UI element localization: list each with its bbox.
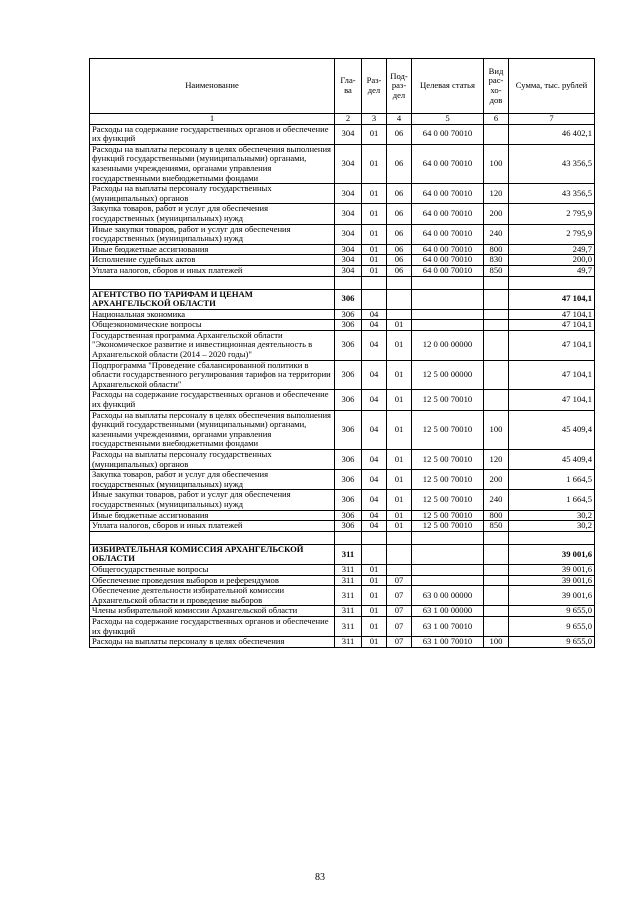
name-cell: Государственная программа Архангельской области "Экономическое развитие и инвестиционная деятельность в Архангельской области (2014 – 2020 годы)" [90,330,335,360]
section-cell: 04 [362,360,387,390]
section-cell: 04 [362,309,387,320]
target-article-cell [412,575,484,586]
table-row [90,510,595,521]
column-number: 2 [335,114,362,125]
expense-type-cell [484,564,509,575]
name-cell: Расходы на содержание государственных органов и обеспечение их функций [90,390,335,410]
name-cell: АГЕНТСТВО ПО ТАРИФАМ И ЦЕНАМ АРХАНГЕЛЬСКОЙ ОБЛАСТИ [90,289,335,309]
subsection-cell: 07 [387,616,412,636]
section-cell: 01 [362,575,387,586]
target-article-cell: 12 5 00 70010 [412,490,484,510]
target-article-cell [412,544,484,564]
chapter-cell: 306 [335,490,362,510]
chapter-cell: 311 [335,586,362,606]
chapter-cell: 304 [335,204,362,224]
expense-type-cell: 200 [484,470,509,490]
budget-table [89,58,595,648]
target-article-cell: 63 0 00 00000 [412,586,484,606]
section-cell: 01 [362,586,387,606]
target-article-cell: 12 5 00 70010 [412,470,484,490]
chapter-cell: 304 [335,124,362,144]
empty-cell [387,276,412,289]
sum-cell: 2 795,9 [509,204,595,224]
empty-cell [509,276,595,289]
target-article-cell [412,320,484,331]
sum-cell: 43 356,5 [509,144,595,183]
empty-cell [335,276,362,289]
section-cell: 01 [362,606,387,617]
expense-type-cell: 120 [484,450,509,470]
department-row [90,544,595,564]
header-chapter: Гла-ва [335,59,362,114]
subsection-cell [387,289,412,309]
chapter-cell: 311 [335,544,362,564]
table-row [90,586,595,606]
sum-cell: 43 356,5 [509,184,595,204]
sum-cell: 46 402,1 [509,124,595,144]
subsection-cell: 06 [387,244,412,255]
name-cell: Национальная экономика [90,309,335,320]
column-number: 6 [484,114,509,125]
empty-cell [412,276,484,289]
subsection-cell: 01 [387,470,412,490]
empty-cell [484,531,509,544]
expense-type-cell [484,586,509,606]
section-cell: 04 [362,521,387,532]
table-row [90,410,595,449]
subsection-cell: 06 [387,224,412,244]
table-row [90,637,595,648]
sum-cell: 200,0 [509,255,595,266]
empty-cell [335,531,362,544]
section-cell: 04 [362,490,387,510]
sum-cell: 39 001,6 [509,586,595,606]
expense-type-cell: 200 [484,204,509,224]
table-row [90,490,595,510]
expense-type-cell: 800 [484,244,509,255]
subsection-cell: 01 [387,390,412,410]
table-row [90,320,595,331]
name-cell: Расходы на выплаты персоналу государственных (муниципальных) органов [90,184,335,204]
table-body [90,124,595,647]
chapter-cell: 311 [335,606,362,617]
empty-cell [362,276,387,289]
name-cell: Иные закупки товаров, работ и услуг для обеспечения государственных (муниципальных) нужд [90,224,335,244]
subsection-cell: 01 [387,490,412,510]
sum-cell: 30,2 [509,510,595,521]
target-article-cell: 12 0 00 00000 [412,330,484,360]
empty-cell [484,276,509,289]
table-row [90,470,595,490]
expense-type-cell: 850 [484,265,509,276]
section-cell: 01 [362,564,387,575]
expense-type-cell [484,360,509,390]
expense-type-cell [484,320,509,331]
sum-cell: 47 104,1 [509,320,595,331]
section-cell: 04 [362,510,387,521]
table-row [90,184,595,204]
column-number: 3 [362,114,387,125]
subsection-cell: 06 [387,124,412,144]
target-article-cell: 64 0 00 70010 [412,224,484,244]
chapter-cell: 306 [335,289,362,309]
name-cell: Расходы на содержание государственных органов и обеспечение их функций [90,124,335,144]
subsection-cell: 06 [387,265,412,276]
name-cell: Иные бюджетные ассигнования [90,244,335,255]
target-article-cell: 64 0 00 70010 [412,244,484,255]
subsection-cell: 06 [387,184,412,204]
sum-cell: 47 104,1 [509,360,595,390]
section-cell: 04 [362,330,387,360]
target-article-cell: 64 0 00 70010 [412,144,484,183]
section-cell: 01 [362,637,387,648]
name-cell: Расходы на выплаты персоналу в целях обеспечения [90,637,335,648]
section-cell: 01 [362,184,387,204]
header-subsection: Под-раз-дел [387,59,412,114]
subsection-cell: 01 [387,450,412,470]
section-cell: 04 [362,410,387,449]
chapter-cell: 306 [335,510,362,521]
target-article-cell: 12 5 00 70010 [412,390,484,410]
subsection-cell: 01 [387,521,412,532]
department-row [90,289,595,309]
spacer-row [90,276,595,289]
name-cell: Обеспечение деятельности избирательной комиссии Архангельской области и проведение выборов [90,586,335,606]
expense-type-cell: 240 [484,490,509,510]
table-row [90,390,595,410]
empty-cell [362,531,387,544]
target-article-cell [412,289,484,309]
name-cell: Обеспечение проведения выборов и референдумов [90,575,335,586]
chapter-cell: 311 [335,616,362,636]
header-section: Раз-дел [362,59,387,114]
sum-cell: 45 409,4 [509,450,595,470]
chapter-cell: 304 [335,244,362,255]
chapter-cell: 306 [335,360,362,390]
subsection-cell: 06 [387,204,412,224]
header-name: Наименование [90,59,335,114]
sum-cell: 39 001,6 [509,575,595,586]
sum-cell: 9 655,0 [509,616,595,636]
empty-cell [412,531,484,544]
header-expense-type: Вид рас-хо-дов [484,59,509,114]
chapter-cell: 311 [335,637,362,648]
section-cell: 01 [362,204,387,224]
chapter-cell: 304 [335,224,362,244]
page-number: 83 [315,872,325,883]
table-row [90,450,595,470]
empty-cell [509,531,595,544]
section-cell [362,289,387,309]
name-cell: ИЗБИРАТЕЛЬНАЯ КОМИССИЯ АРХАНГЕЛЬСКОЙ ОБЛАСТИ [90,544,335,564]
sum-cell: 47 104,1 [509,309,595,320]
expense-type-cell: 240 [484,224,509,244]
table-row [90,204,595,224]
section-cell: 01 [362,144,387,183]
subsection-cell [387,309,412,320]
expense-type-cell: 100 [484,144,509,183]
table-row [90,124,595,144]
sum-cell: 249,7 [509,244,595,255]
column-number: 5 [412,114,484,125]
table-row [90,606,595,617]
chapter-cell: 306 [335,450,362,470]
table-row [90,360,595,390]
subsection-cell: 01 [387,330,412,360]
header-sum: Сумма, тыс. рублей [509,59,595,114]
header-target-article: Целевая статья [412,59,484,114]
table-row [90,224,595,244]
target-article-cell: 63 1 00 70010 [412,637,484,648]
section-cell: 01 [362,616,387,636]
sum-cell: 39 001,6 [509,544,595,564]
name-cell: Расходы на выплаты персоналу в целях обеспечения выполнения функций государственными (муниципальными) органами, казенными учреждениями, органами управления государственными внебюджетными фондами [90,410,335,449]
subsection-cell: 01 [387,410,412,449]
expense-type-cell: 800 [484,510,509,521]
spacer-row [90,531,595,544]
section-cell: 04 [362,470,387,490]
name-cell: Уплата налогов, сборов и иных платежей [90,521,335,532]
column-number-row [90,114,595,125]
expense-type-cell [484,575,509,586]
name-cell: Подпрограмма "Проведение сбалансированной политики в области государственного регулирования тарифов на территории Архангельской области" [90,360,335,390]
target-article-cell: 12 5 00 00000 [412,360,484,390]
chapter-cell: 306 [335,470,362,490]
name-cell: Общеэкономические вопросы [90,320,335,331]
subsection-cell [387,564,412,575]
chapter-cell: 304 [335,255,362,266]
expense-type-cell [484,330,509,360]
sum-cell: 2 795,9 [509,224,595,244]
chapter-cell: 304 [335,184,362,204]
subsection-cell: 07 [387,637,412,648]
sum-cell: 47 104,1 [509,289,595,309]
target-article-cell [412,564,484,575]
name-cell: Исполнение судебных актов [90,255,335,266]
name-cell: Закупка товаров, работ и услуг для обеспечения государственных (муниципальных) нужд [90,470,335,490]
expense-type-cell [484,606,509,617]
expense-type-cell: 120 [484,184,509,204]
sum-cell: 45 409,4 [509,410,595,449]
target-article-cell: 63 1 00 00000 [412,606,484,617]
name-cell: Иные бюджетные ассигнования [90,510,335,521]
name-cell: Закупка товаров, работ и услуг для обеспечения государственных (муниципальных) нужд [90,204,335,224]
sum-cell: 9 655,0 [509,637,595,648]
target-article-cell: 64 0 00 70010 [412,265,484,276]
table-row [90,521,595,532]
sum-cell: 47 104,1 [509,330,595,360]
target-article-cell: 12 5 00 70010 [412,510,484,521]
name-cell: Члены избирательной комиссии Архангельской области [90,606,335,617]
empty-cell [90,276,335,289]
chapter-cell: 306 [335,330,362,360]
subsection-cell: 07 [387,586,412,606]
empty-cell [387,531,412,544]
expense-type-cell [484,289,509,309]
target-article-cell: 64 0 00 70010 [412,184,484,204]
chapter-cell: 311 [335,564,362,575]
subsection-cell: 06 [387,144,412,183]
table-row [90,265,595,276]
section-cell: 01 [362,224,387,244]
expense-type-cell: 850 [484,521,509,532]
name-cell: Уплата налогов, сборов и иных платежей [90,265,335,276]
sum-cell: 1 664,5 [509,490,595,510]
table-row [90,309,595,320]
chapter-cell: 311 [335,575,362,586]
section-cell: 01 [362,244,387,255]
expense-type-cell: 100 [484,637,509,648]
expense-type-cell: 830 [484,255,509,266]
table-row [90,616,595,636]
name-cell: Общегосударственные вопросы [90,564,335,575]
target-article-cell: 12 5 00 70010 [412,521,484,532]
section-cell: 04 [362,390,387,410]
target-article-cell: 64 0 00 70010 [412,255,484,266]
subsection-cell: 01 [387,510,412,521]
section-cell [362,544,387,564]
target-article-cell [412,309,484,320]
subsection-cell: 01 [387,320,412,331]
column-number: 4 [387,114,412,125]
target-article-cell: 12 5 00 70010 [412,450,484,470]
chapter-cell: 306 [335,410,362,449]
expense-type-cell: 100 [484,410,509,449]
sum-cell: 30,2 [509,521,595,532]
table-row [90,564,595,575]
section-cell: 01 [362,124,387,144]
chapter-cell: 306 [335,320,362,331]
table-row [90,244,595,255]
empty-cell [90,531,335,544]
sum-cell: 1 664,5 [509,470,595,490]
section-cell: 01 [362,265,387,276]
target-article-cell: 12 5 00 70010 [412,410,484,449]
chapter-cell: 306 [335,521,362,532]
subsection-cell: 01 [387,360,412,390]
chapter-cell: 304 [335,144,362,183]
table-row [90,330,595,360]
name-cell: Расходы на выплаты персоналу государственных (муниципальных) органов [90,450,335,470]
sum-cell: 39 001,6 [509,564,595,575]
subsection-cell: 06 [387,255,412,266]
column-number: 1 [90,114,335,125]
column-number: 7 [509,114,595,125]
table-row [90,575,595,586]
name-cell: Расходы на выплаты персоналу в целях обеспечения выполнения функций государственными (муниципальными) органами, казенными учреждениями, органами управления государственными внебюджетными фондами [90,144,335,183]
table-row [90,144,595,183]
sum-cell: 9 655,0 [509,606,595,617]
sum-cell: 49,7 [509,265,595,276]
table-row [90,255,595,266]
section-cell: 04 [362,320,387,331]
chapter-cell: 306 [335,390,362,410]
name-cell: Иные закупки товаров, работ и услуг для обеспечения государственных (муниципальных) нужд [90,490,335,510]
target-article-cell: 63 1 00 70010 [412,616,484,636]
subsection-cell [387,544,412,564]
section-cell: 04 [362,450,387,470]
expense-type-cell [484,544,509,564]
expense-type-cell [484,390,509,410]
section-cell: 01 [362,255,387,266]
name-cell: Расходы на содержание государственных органов и обеспечение их функций [90,616,335,636]
table-header-row [90,59,595,114]
sum-cell: 47 104,1 [509,390,595,410]
target-article-cell: 64 0 00 70010 [412,124,484,144]
chapter-cell: 306 [335,309,362,320]
expense-type-cell [484,309,509,320]
subsection-cell: 07 [387,606,412,617]
chapter-cell: 304 [335,265,362,276]
subsection-cell: 07 [387,575,412,586]
expense-type-cell [484,616,509,636]
target-article-cell: 64 0 00 70010 [412,204,484,224]
expense-type-cell [484,124,509,144]
